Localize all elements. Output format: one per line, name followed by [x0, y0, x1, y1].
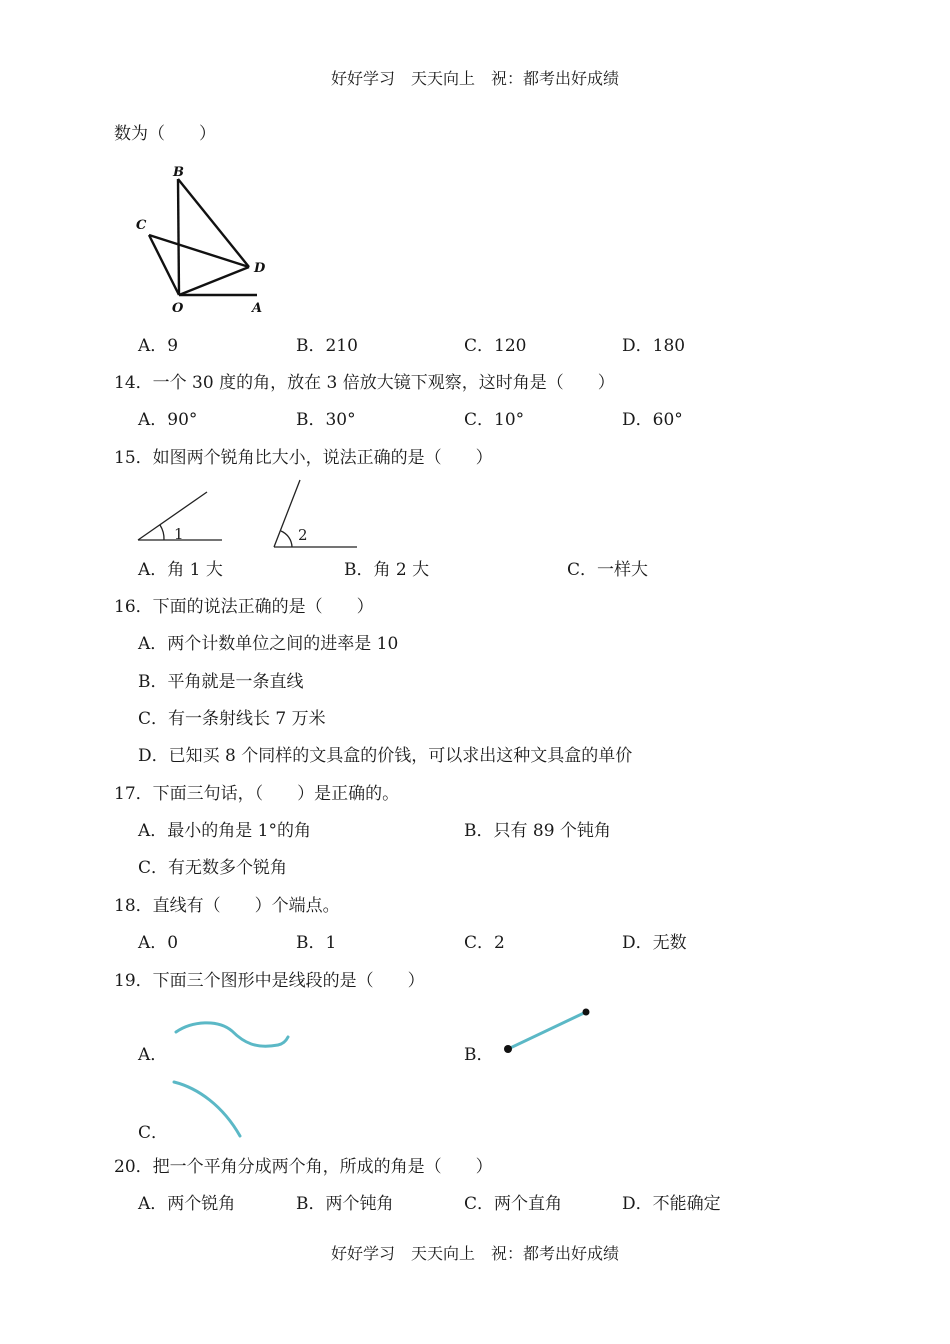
label-o: O — [172, 301, 184, 316]
q16-stem: 16．下面的说法正确的是（ ） — [114, 597, 374, 617]
q20-option-c: C．两个直角 — [464, 1194, 563, 1214]
q13-figure — [130, 160, 280, 320]
q15-angle-1 — [134, 488, 229, 546]
q18-option-c: C．2 — [464, 933, 505, 953]
q15-stem: 15．如图两个锐角比大小，说法正确的是（ ） — [114, 448, 493, 468]
q17-option-b: B．只有 89 个钝角 — [464, 821, 611, 841]
q16-option-c: C．有一条射线长 7 万米 — [138, 709, 326, 729]
q17-option-a: A．最小的角是 1°的角 — [138, 821, 311, 841]
q13-option-b: B．210 — [296, 336, 358, 356]
q19-curve-a — [170, 1015, 295, 1055]
q20-option-a: A．两个锐角 — [138, 1194, 236, 1214]
q17-stem: 17．下面三句话，（ ）是正确的。 — [114, 784, 400, 804]
label-d: D — [254, 261, 266, 276]
q20-option-d: D．不能确定 — [622, 1194, 721, 1214]
q20-stem: 20．把一个平角分成两个角，所成的角是（ ） — [114, 1157, 493, 1177]
label-c: C — [136, 218, 147, 233]
label-a: A — [252, 301, 263, 316]
q14-option-b: B．30° — [296, 410, 356, 430]
q14-option-a: A．90° — [138, 410, 198, 430]
q13-option-d: D．180 — [622, 336, 686, 356]
q19-stem: 19．下面三个图形中是线段的是（ ） — [114, 971, 425, 991]
q18-stem: 18．直线有（ ）个端点。 — [114, 896, 340, 916]
q14-option-d: D．60° — [622, 410, 683, 430]
q13-option-c: C．120 — [464, 336, 527, 356]
q19-option-b-label: B． — [464, 1045, 494, 1065]
q19-segment-b — [498, 1004, 594, 1058]
q16-option-d: D．已知买 8 个同样的文具盒的价钱，可以求出这种文具盒的单价 — [138, 746, 633, 766]
q18-option-b: B．1 — [296, 933, 337, 953]
q17-option-c: C．有无数多个锐角 — [138, 858, 288, 878]
q13-stem-tail: 数为（ ） — [114, 124, 216, 144]
q15-option-b: B．角 2 大 — [344, 560, 430, 580]
q14-stem: 14．一个 30 度的角，放在 3 倍放大镜下观察，这时角是（ ） — [114, 373, 615, 393]
q15-angle-2 — [270, 476, 362, 552]
q18-option-a: A．0 — [138, 933, 179, 953]
angle-1-label: 1 — [174, 525, 184, 543]
q14-option-c: C．10° — [464, 410, 525, 430]
q19-option-a-label: A． — [138, 1045, 168, 1065]
q16-option-a: A．两个计数单位之间的进率是 10 — [138, 634, 399, 654]
label-b: B — [173, 165, 184, 180]
q15-option-c: C．一样大 — [567, 560, 649, 580]
page-footer: 好好学习 天天向上 祝：都考出好成绩 — [330, 1244, 619, 1263]
q15-option-a: A．角 1 大 — [138, 560, 223, 580]
angle-2-label: 2 — [298, 526, 308, 544]
q13-option-a: A．9 — [138, 336, 179, 356]
page-header: 好好学习 天天向上 祝：都考出好成绩 — [330, 69, 619, 88]
q20-option-b: B．两个钝角 — [296, 1194, 394, 1214]
q19-option-c-label: C． — [138, 1123, 169, 1143]
q19-curve-c — [168, 1076, 248, 1140]
q16-option-b: B．平角就是一条直线 — [138, 672, 304, 692]
q18-option-d: D．无数 — [622, 933, 687, 953]
